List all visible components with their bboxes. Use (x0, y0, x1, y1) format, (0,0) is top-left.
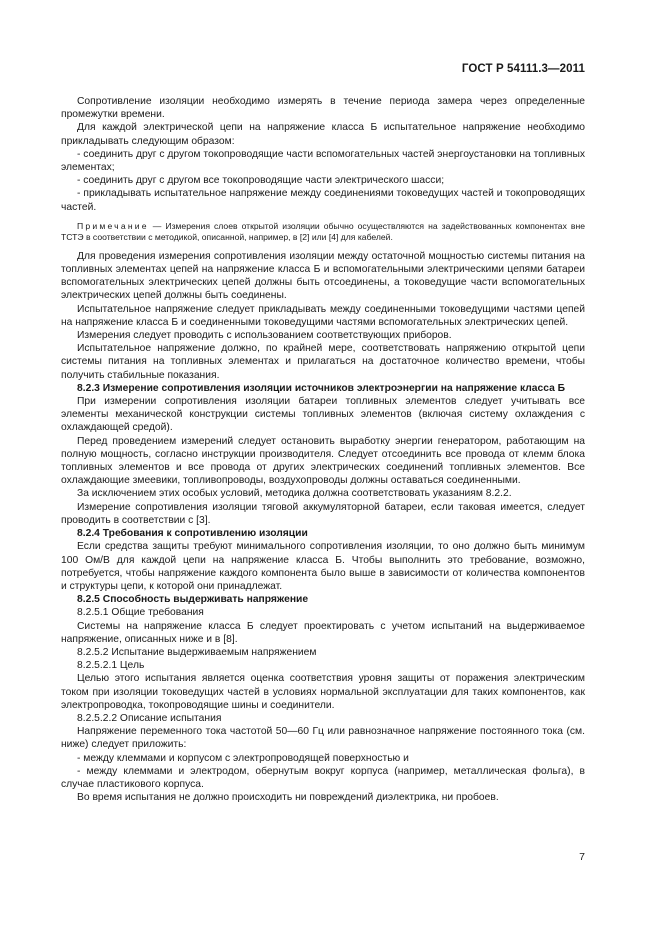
list-item: - соединить друг с другом токопроводящие части вспомогательных частей энергоустановки на топливных элементах; (61, 148, 585, 174)
page-number: 7 (579, 851, 585, 863)
paragraph: Измерение сопротивления изоляции тяговой аккумуляторной батареи, если таковая имеется, следует проводить в соответствии с [3]. (61, 501, 585, 526)
paragraph: Измерения следует проводить с использованием соответствующих приборов. (77, 330, 452, 342)
section-heading: 8.2.5 Способность выдерживать напряжение (77, 594, 309, 606)
note-text: — Измерения слоев открытой изоляции обычно осуществляются на задействованных компонентах вне ТСТЭ в соответствии с методикой, описанной, например, в [2] или [4] для кабелей. (61, 220, 585, 243)
paragraph: Целью этого испытания является оценка соответствия уровня защиты от поражения электрическим током при изоляции токоведущих частей в условиях нормальной эксплуатации для таких компонентов, как электропроводка, токопроводящие шины и соединители. (61, 673, 585, 711)
subsection-heading: 8.2.5.1 Общие требования (77, 607, 204, 619)
paragraph: При измерении сопротивления изоляции батареи топливных элементов следует учитывать все элементы механической конструкции системы топливных элементов (включая систему охлаждения с охлаждающей средой). (61, 396, 585, 434)
paragraph: Испытательное напряжение должно, по крайней мере, соответствовать напряжению открытой цепи системы питания на топливных элементах и прилагаться на достаточное количество времени, чтобы получить стабильные показания. (61, 343, 585, 381)
paragraph: Напряжение переменного тока частотой 50—60 Гц или равнозначное напряжение постоянного тока (см. ниже) следует приложить: (61, 726, 585, 751)
document-body (61, 95, 585, 804)
subsection-heading: 8.2.5.2 Испытание выдерживаемым напряжением (77, 646, 317, 658)
list-item: - соединить друг с другом все токопроводящие части электрического шасси; (77, 175, 445, 187)
subsection-heading: 8.2.5.2.1 Цель (77, 660, 145, 672)
paragraph: Перед проведением измерений следует остановить выработку энергии генератором, работающим на полную мощность, согласно инструкции производителя. Следует отсоединить все провода от клемм блока топливных элементов и все провода от других электрических соединений топливных элементов. Все охлаждающие змеевики, топливопроводы, воздухопроводы должны оставаться соединенными. (61, 435, 585, 487)
paragraph: Для каждой электрической цепи на напряжение класса Б испытательное напряжение необходимо прикладывать следующим образом: (61, 122, 585, 147)
subsection-heading: 8.2.5.2.2 Описание испытания (77, 712, 222, 724)
paragraph: Испытательное напряжение следует прикладывать между соединенными токоведущими частями цепей на напряжение класса Б и соединенными токоведущими частями вспомогательных электрических цепей. (61, 303, 585, 328)
paragraph: Во время испытания не должно происходить ни повреждений диэлектрика, ни пробоев. (77, 792, 499, 804)
list-item: - между клеммами и электродом, обернутым вокруг корпуса (например, металлическая фольга), в случае пластикового корпуса. (61, 765, 585, 790)
document-header: ГОСТ Р 54111.3—2011 (461, 63, 585, 75)
paragraph: Для проведения измерения сопротивления изоляции между остаточной мощностью системы питания на топливных элементах цепей на напряжение класса Б и вспомогательными электрическими цепями батареи вспомогательных электрических цепей должны быть отсоединены, а токоведущие части вспомогательных электрических цепей должны быть соединены. (61, 250, 585, 302)
section-heading: 8.2.3 Измерение сопротивления изоляции источников электроэнергии на напряжение класса Б (77, 382, 566, 394)
list-item: - между клеммами и корпусом с электропроводящей поверхностью и (77, 752, 409, 764)
section-heading: 8.2.4 Требования к сопротивлению изоляции (77, 528, 308, 540)
paragraph: Системы на напряжение класса Б следует проектировать с учетом испытаний на выдерживаемое напряжение, описанных ниже и в [8]. (61, 620, 585, 645)
paragraph: Сопротивление изоляции необходимо измерять в течение периода замера через определенные промежутки времени. (61, 96, 585, 121)
note (61, 221, 585, 244)
list-item: - прикладывать испытательное напряжение между соединениями токоведущих частей и токопроводящих частей. (61, 188, 585, 213)
paragraph: За исключением этих особых условий, методика должна соответствовать указаниям 8.2.2. (77, 488, 512, 500)
note-label: Примечание (77, 220, 149, 231)
paragraph: Если средства защиты требуют минимального сопротивления изоляции, то оно должно быть минимум 100 Ом/В для каждой цепи на напряжение класса Б. Чтобы выполнить это требование, возможно, потребуется, чтобы напряжение каждого компонента было выше в зависимости от количества компонентов и структуры цепи, к которой они принадлежат. (61, 541, 585, 592)
